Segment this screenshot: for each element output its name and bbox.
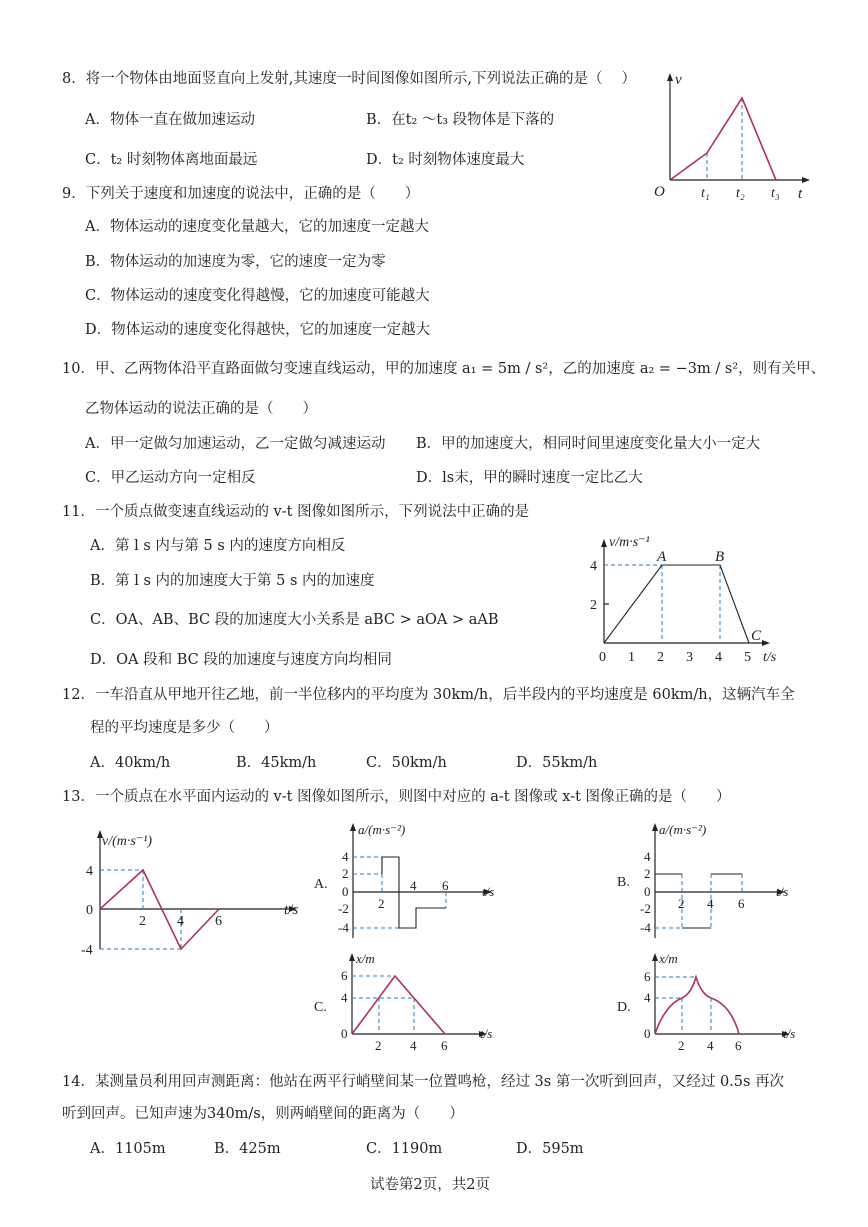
q13-a-letter: A.	[314, 877, 328, 892]
q13-c-ytick-6: 6	[341, 968, 348, 983]
q13-option-b-graph	[615, 820, 815, 945]
q8-v-label: v	[675, 72, 682, 88]
q9-option-d: D．物体运动的速度变化得越快，它的加速度一定越大	[85, 322, 431, 338]
q9-option-b: B．物体运动的加速度为零，它的速度一定为零	[85, 254, 386, 270]
q8-option-c: C．t₂ 时刻物体离地面最远	[85, 152, 258, 168]
q8-t3: t₃	[771, 186, 780, 201]
q13-main-y-label: v/(m·s⁻¹)	[102, 834, 153, 849]
q13-d-letter: D.	[617, 1000, 631, 1015]
q13-c-ytick-4: 4	[341, 990, 348, 1005]
q8-option-d: D．t₂ 时刻物体速度最大	[366, 152, 525, 168]
q8-t2: t₂	[736, 186, 745, 201]
q13-main-xtick-6: 6	[215, 914, 222, 929]
q13-main-ytick-neg4: -4	[81, 943, 93, 958]
q11-stem: 11．一个质点做变速直线运动的 v-t 图像如图所示，下列说法中正确的是	[62, 504, 530, 520]
q13-option-d-graph	[615, 950, 815, 1060]
q12-option-c: C．50km/h	[366, 755, 447, 771]
q13-d-ytick-6: 6	[644, 969, 651, 984]
q13-c-x-label: t/s	[480, 1026, 493, 1041]
q12-stem-line1: 12．一车沿直从甲地开往乙地，前一半位移内的平均度为 30km/h，后半段内的平均速度是 60km/h，这辆汽车全	[62, 687, 795, 703]
q11-point-a: A	[657, 549, 667, 565]
q14-stem-line2: 听到回声。已知声速为340m/s，则两峭壁间的距离为（ ）	[62, 1106, 464, 1122]
q13-option-a-graph	[312, 820, 512, 945]
q13-b-ytick-neg2: -2	[640, 901, 651, 916]
q14-option-a: A．1105m	[90, 1141, 166, 1157]
q13-c-ytick-0: 0	[341, 1026, 348, 1041]
q13-b-y-label: a/(m·s⁻²)	[659, 822, 707, 837]
q9-option-a: A．物体运动的速度变化量越大，它的加速度一定越大	[85, 219, 429, 235]
q13-c-xtick-2: 2	[375, 1038, 382, 1053]
q10-option-d: D．ls末，甲的瞬时速度一定比乙大	[416, 470, 643, 486]
q10-option-a: A．甲一定做匀加速运动，乙一定做匀减速运动	[85, 436, 386, 452]
q13-a-ytick-0: 0	[342, 884, 349, 899]
q9-option-c: C．物体运动的速度变化得越慢，它的加速度可能越大	[85, 288, 430, 304]
q13-d-xtick-4: 4	[707, 1038, 714, 1053]
q11-option-c: C．OA、AB、BC 段的加速度大小关系是 aBC > aOA > aAB	[90, 612, 499, 628]
q8-origin: O	[654, 184, 665, 200]
q13-b-xtick-2: 2	[678, 896, 685, 911]
q11-y-label: v/m·s⁻¹	[609, 535, 650, 550]
q11-xtick-5: 5	[744, 650, 751, 665]
q11-option-b: B．第 l s 内的加速度大于第 5 s 内的加速度	[90, 573, 375, 589]
q10-option-b: B．甲的加速度大，相同时间里速度变化量大小一定大	[416, 436, 761, 452]
q13-a-x-label: t/s	[482, 884, 495, 899]
q11-point-c: C	[751, 628, 762, 644]
q8-t1: t₁	[701, 186, 710, 201]
q13-main-vt-graph	[80, 825, 310, 965]
q13-b-ytick-0: 0	[644, 884, 651, 899]
q13-a-xtick-2: 2	[378, 896, 385, 911]
q13-option-c-graph	[312, 950, 512, 1060]
q13-b-letter: B.	[617, 875, 630, 890]
q13-a-xtick-6: 6	[442, 878, 449, 893]
page-footer: 试卷第2页，共2页	[370, 1177, 490, 1193]
q11-xtick-0: 0	[599, 650, 606, 665]
q13-stem: 13．一个质点在水平面内运动的 v-t 图像如图所示，则图中对应的 a-t 图像或 x-t 图像正确的是（ ）	[62, 789, 731, 805]
q13-d-y-label: x/m	[659, 951, 678, 966]
q13-b-ytick-neg4: -4	[640, 920, 651, 935]
q13-main-xtick-4: 4	[177, 914, 184, 929]
q11-point-b: B	[715, 549, 725, 565]
q13-main-ytick-0: 0	[86, 903, 93, 918]
q9-stem: 9．下列关于速度和加速度的说法中，正确的是（ ）	[62, 186, 420, 202]
q13-b-xtick-4: 4	[707, 896, 714, 911]
q13-a-ytick-2: 2	[342, 866, 349, 881]
q13-b-xtick-6: 6	[738, 896, 745, 911]
q14-option-d: D．595m	[516, 1141, 584, 1157]
q11-ytick-4: 4	[590, 559, 597, 574]
q11-ytick-2: 2	[590, 598, 597, 613]
q13-d-xtick-6: 6	[735, 1038, 742, 1053]
q11-xtick-1: 1	[628, 650, 635, 665]
q13-d-ytick-0: 0	[644, 1026, 651, 1041]
q14-option-c: C．1190m	[366, 1141, 443, 1157]
q10-stem-line1: 10．甲、乙两物体沿平直路面做匀变速直线运动，甲的加速度 a₁ = 5m / s²，乙的加速度 a₂ = −3m / s²，则有关甲、	[62, 361, 826, 377]
q11-x-label: t/s	[763, 650, 777, 665]
q13-a-ytick-neg2: -2	[338, 901, 349, 916]
q13-a-y-label: a/(m·s⁻²)	[358, 822, 406, 837]
q11-xtick-2: 2	[657, 650, 664, 665]
q13-c-letter: C.	[314, 1000, 327, 1015]
q13-a-xtick-4: 4	[410, 878, 417, 893]
q13-b-ytick-4: 4	[644, 849, 651, 864]
q13-d-x-label: t/s	[783, 1026, 796, 1041]
q14-option-b: B．425m	[214, 1141, 281, 1157]
q12-option-b: B．45km/h	[236, 755, 317, 771]
q11-vt-graph	[585, 530, 785, 670]
q8-option-b: B．在t₂ ～t₃ 段物体是下落的	[366, 112, 555, 128]
q13-c-xtick-6: 6	[441, 1038, 448, 1053]
q12-option-d: D．55km/h	[516, 755, 598, 771]
q13-a-ytick-4: 4	[342, 849, 349, 864]
q11-xtick-4: 4	[715, 650, 722, 665]
q10-stem-line2: 乙物体运动的说法正确的是（ ）	[85, 401, 317, 417]
q8-option-a: A．物体一直在做加速运动	[85, 112, 255, 128]
q8-vt-graph	[650, 70, 815, 205]
q11-option-a: A．第 l s 内与第 5 s 内的速度方向相反	[90, 538, 346, 554]
q13-c-y-label: x/m	[356, 951, 375, 966]
q11-option-d: D．OA 段和 BC 段的加速度与速度方向均相同	[90, 652, 392, 668]
q13-main-ytick-4: 4	[86, 864, 93, 879]
q13-main-xtick-2: 2	[139, 914, 146, 929]
q13-c-xtick-4: 4	[410, 1038, 417, 1053]
q14-stem-line1: 14．某测量员利用回声测距离：他站在两平行峭壁间某一位置鸣枪，经过 3s 第一次听到回声，又经过 0.5s 再次	[62, 1074, 785, 1090]
q13-b-x-label: t/s	[776, 884, 789, 899]
q13-b-ytick-2: 2	[644, 866, 651, 881]
q11-xtick-3: 3	[686, 650, 693, 665]
q13-d-ytick-4: 4	[644, 990, 651, 1005]
q12-stem-line2: 程的平均速度是多少（ ）	[90, 720, 279, 736]
q8-t-label: t	[798, 186, 803, 202]
q13-a-ytick-neg4: -4	[338, 920, 349, 935]
q13-main-x-label: t/s	[284, 902, 299, 918]
q10-option-c: C．甲乙运动方向一定相反	[85, 470, 256, 486]
q12-option-a: A．40km/h	[90, 755, 171, 771]
q8-stem: 8．将一个物体由地面竖直向上发射,其速度一时间图像如图所示,下列说法正确的是（ ）	[62, 71, 637, 87]
q13-d-xtick-2: 2	[678, 1038, 685, 1053]
